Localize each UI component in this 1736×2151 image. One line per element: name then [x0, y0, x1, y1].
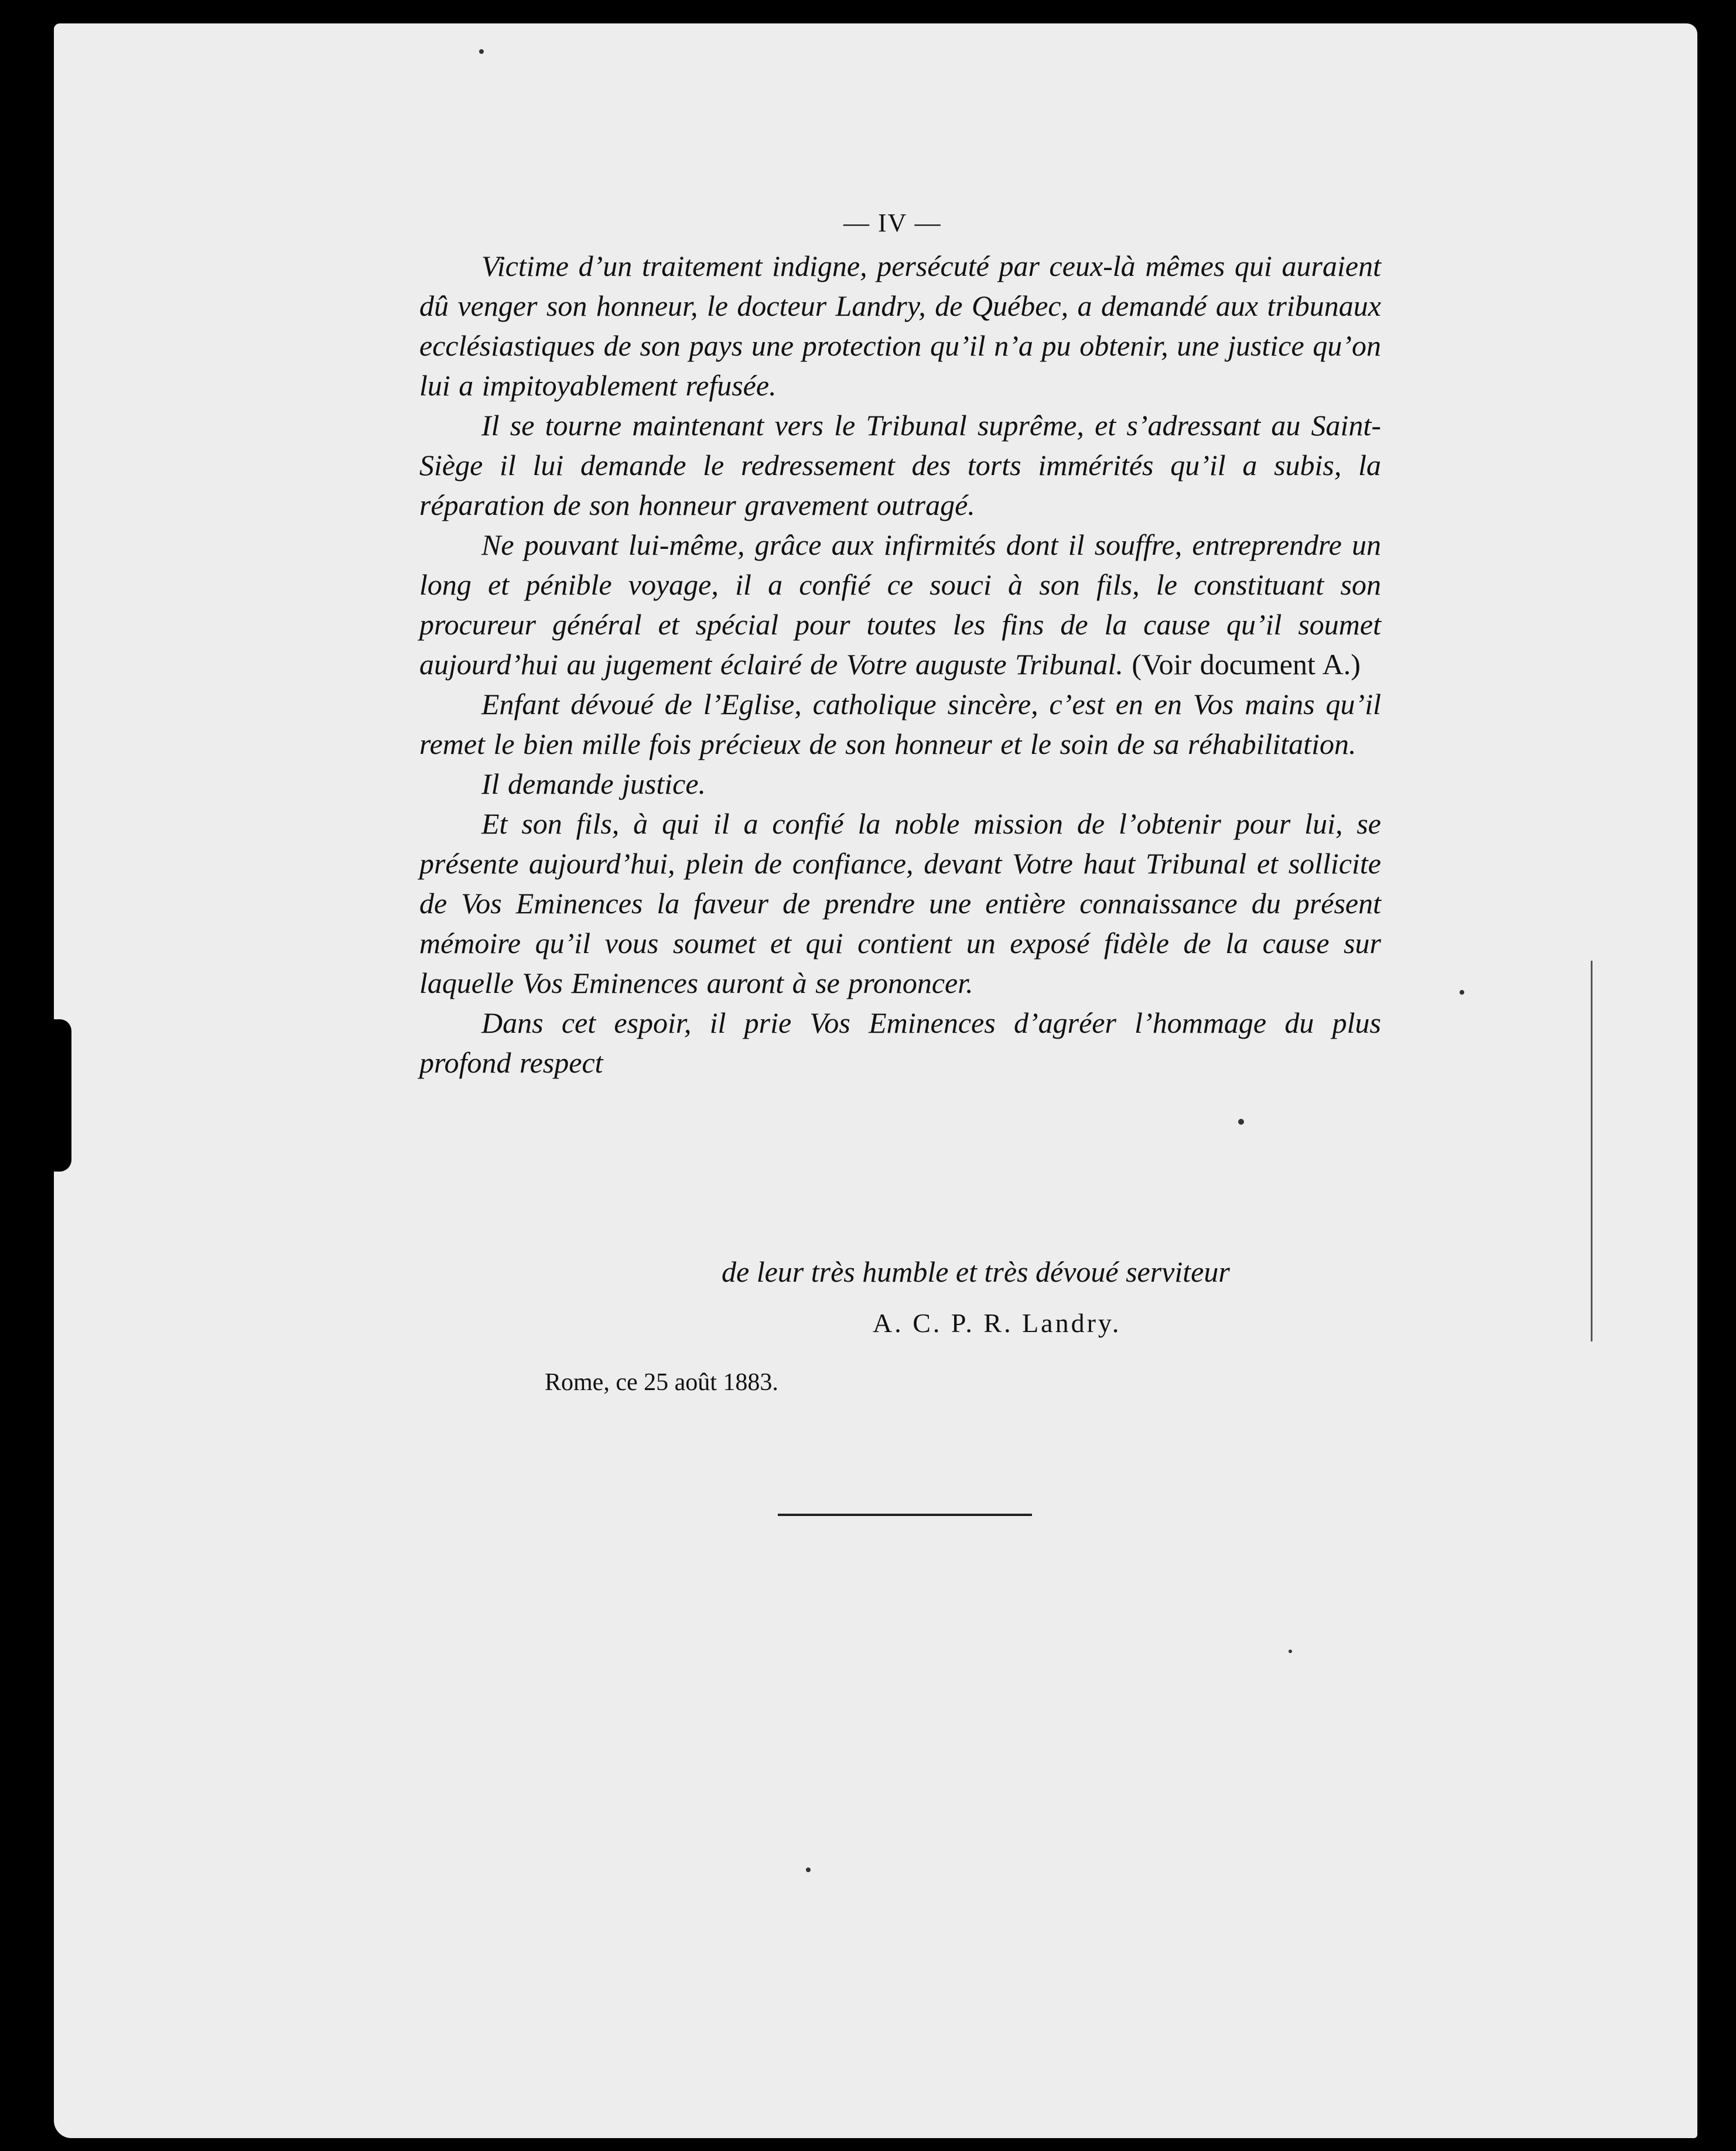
section-divider [778, 1514, 1032, 1516]
signature: A. C. P. R. Landry. [873, 1308, 1122, 1338]
scan-speck [806, 1867, 811, 1872]
date-line: Rome, ce 25 août 1883. [545, 1369, 778, 1396]
page-edge-tear [54, 1019, 71, 1172]
scan-speck [479, 49, 484, 54]
paragraph-2: Il se tourne maintenant vers le Tribunal suprême, et s’adressant au Saint-Siège il lui demande le redressement des torts immérités qu’il a subis, la réparation de son honneur gravement outragé. [419, 409, 1381, 521]
body-text [419, 205, 1381, 1083]
paragraph-4: Enfant dévoué de l’Eglise, catholique sincère, c’est en en Vos mains qu’il remet le bien mille fois précieux de son honneur et le soin de sa réhabilitation. [419, 688, 1381, 760]
closing-formula: de leur très humble et très dévoué serviteur [722, 1255, 1230, 1288]
scan-artifact-line [1591, 961, 1593, 1341]
paragraph-1: Victime d’un traitement indigne, persécuté par ceux-là mêmes qui auraient dû venger son honneur, le docteur Landry, de Québec, a demandé aux tribunaux ecclésiastiques de son pays une protection qu’il n’a pu obtenir, une justice qu’on lui a impitoyablement refusée. [419, 250, 1381, 402]
paragraph-5: Il demande justice. [481, 767, 706, 800]
paragraph-3 [419, 525, 1381, 684]
page-number: — IV — [843, 209, 942, 237]
scan-speck [1238, 1119, 1244, 1125]
scan-speck [1460, 990, 1464, 995]
paragraph-6: Et son fils, à qui il a confié la noble mission de l’obtenir pour lui, se présente aujourd’hui, plein de confiance, devant Votre haut Tribunal et sollicite de Vos Eminences la faveur de prendre une entière connaissance du présent mémoire qu’il vous soumet et qui contient un exposé fidèle de la cause sur laquelle Vos Eminences auront à se prononcer. [419, 807, 1381, 999]
paragraph-3-text: Ne pouvant lui-même, grâce aux infirmités dont il souffre, entreprendre un long et pénible voyage, il a confié ce souci à son fils, le constituant son procureur général et spécial pour toutes les fins de la cause qu’il soumet aujourd’hui au jugement éclairé de Votre auguste Tribunal. [419, 528, 1381, 681]
paragraph-7: Dans cet espoir, il prie Vos Eminences d’agréer l’hommage du plus profond respect [419, 1006, 1381, 1079]
scan-speck [1289, 1650, 1292, 1653]
document-reference: (Voir document A.) [1132, 648, 1361, 681]
